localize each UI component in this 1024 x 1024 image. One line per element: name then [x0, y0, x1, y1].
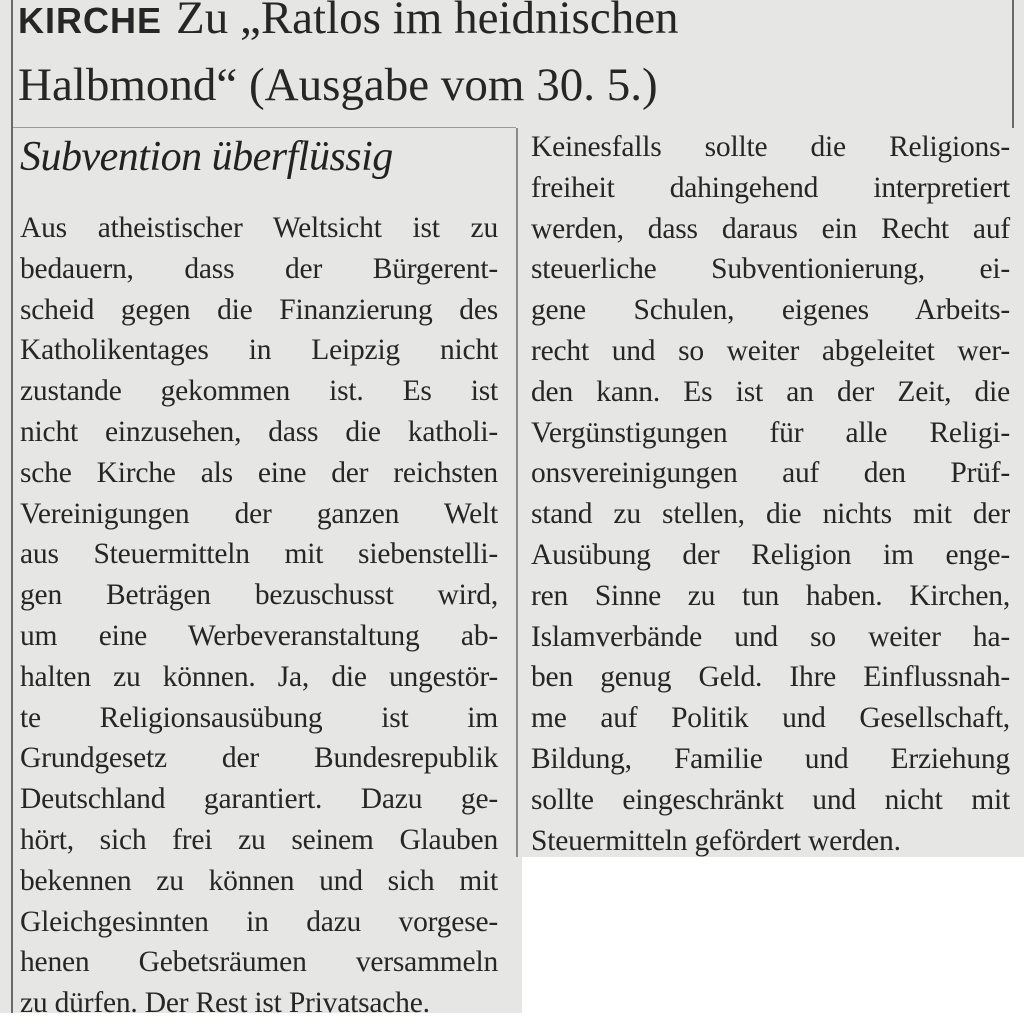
- right-frame-rule: [1012, 0, 1014, 128]
- letter-column-2: [531, 127, 1010, 861]
- text-line: Katholikentages in Leipzig nicht: [20, 334, 498, 367]
- text-line: zu dürfen. Der Rest ist Privatsache.: [20, 987, 430, 1020]
- letter-column-1: [20, 208, 498, 1024]
- text-line: Bildung, Familie und Erziehung: [531, 742, 1010, 775]
- text-line: sche Kirche als eine der reichsten: [20, 456, 498, 489]
- text-line: zustande gekommen ist. Es ist: [20, 375, 498, 408]
- text-line: hört, sich frei zu seinem Glauben: [20, 823, 498, 856]
- column-divider: [516, 128, 518, 857]
- text-line: recht und so weiter abgeleitet wer-: [531, 334, 1010, 367]
- text-line: Keinesfalls sollte die Religions-: [531, 131, 1010, 163]
- text-line: Deutschland garantiert. Dazu ge-: [20, 783, 498, 816]
- headline-line-2: Halbmond“ (Ausgabe vom 30. 5.): [18, 59, 658, 111]
- text-line: Ausübung der Religion im enge-: [531, 538, 1010, 571]
- text-line: freiheit dahingehend interpretiert: [531, 171, 1010, 204]
- text-line: um eine Werbeveranstaltung ab-: [20, 619, 498, 652]
- text-line: onsvereinigungen auf den Prüf-: [531, 457, 1010, 490]
- text-line: me auf Politik und Gesellschaft,: [531, 702, 1010, 735]
- letter-title: Subvention überflüssig: [20, 134, 393, 180]
- text-line: Islamverbände und so weiter ha-: [531, 620, 1010, 653]
- text-line: Vereinigungen der ganzen Welt: [20, 497, 498, 530]
- text-line: Steuermitteln gefördert werden.: [531, 824, 901, 857]
- left-frame-rule: [11, 0, 13, 1013]
- text-line: sollte eingeschränkt und nicht mit: [531, 783, 1010, 816]
- text-line: Gleichgesinnten in dazu vorgese-: [20, 905, 498, 938]
- text-line: gene Schulen, eigenes Arbeits-: [531, 294, 1010, 327]
- headline-text: Zu „Ratlos im heidnischen: [176, 0, 679, 44]
- text-line: werden, dass daraus ein Recht auf: [531, 212, 1010, 245]
- article-header: [18, 0, 1008, 118]
- text-line: den kann. Es ist an der Zeit, die: [531, 375, 1010, 408]
- text-line: Vergünstigungen für alle Religi-: [531, 416, 1010, 449]
- text-line: henen Gebetsräumen versammeln: [20, 946, 498, 979]
- text-line: ren Sinne zu tun haben. Kirchen,: [531, 579, 1010, 612]
- text-line: halten zu können. Ja, die ungestör-: [20, 660, 498, 693]
- headline-line-1: [18, 0, 1008, 53]
- text-line: Grundgesetz der Bundesrepublik: [20, 742, 498, 775]
- text-line: bedauern, dass der Bürgerent-: [20, 252, 498, 285]
- text-line: te Religionsausübung ist im: [20, 701, 498, 734]
- text-line: nicht einzusehen, dass die katholi-: [20, 415, 498, 448]
- text-line: steuerliche Subventionierung, ei-: [531, 253, 1010, 286]
- text-line: ben genug Geld. Ihre Einflussnah-: [531, 661, 1010, 694]
- section-kicker: KIRCHE: [18, 0, 163, 41]
- text-line: aus Steuermitteln mit siebenstelli-: [20, 538, 498, 571]
- text-line: bekennen zu können und sich mit: [20, 864, 498, 897]
- text-line: gen Beträgen bezuschusst wird,: [20, 579, 498, 612]
- text-line: stand zu stellen, die nichts mit der: [531, 498, 1010, 531]
- text-line: scheid gegen die Finanzierung des: [20, 293, 498, 326]
- text-line: Aus atheistischer Weltsicht ist zu: [20, 212, 498, 244]
